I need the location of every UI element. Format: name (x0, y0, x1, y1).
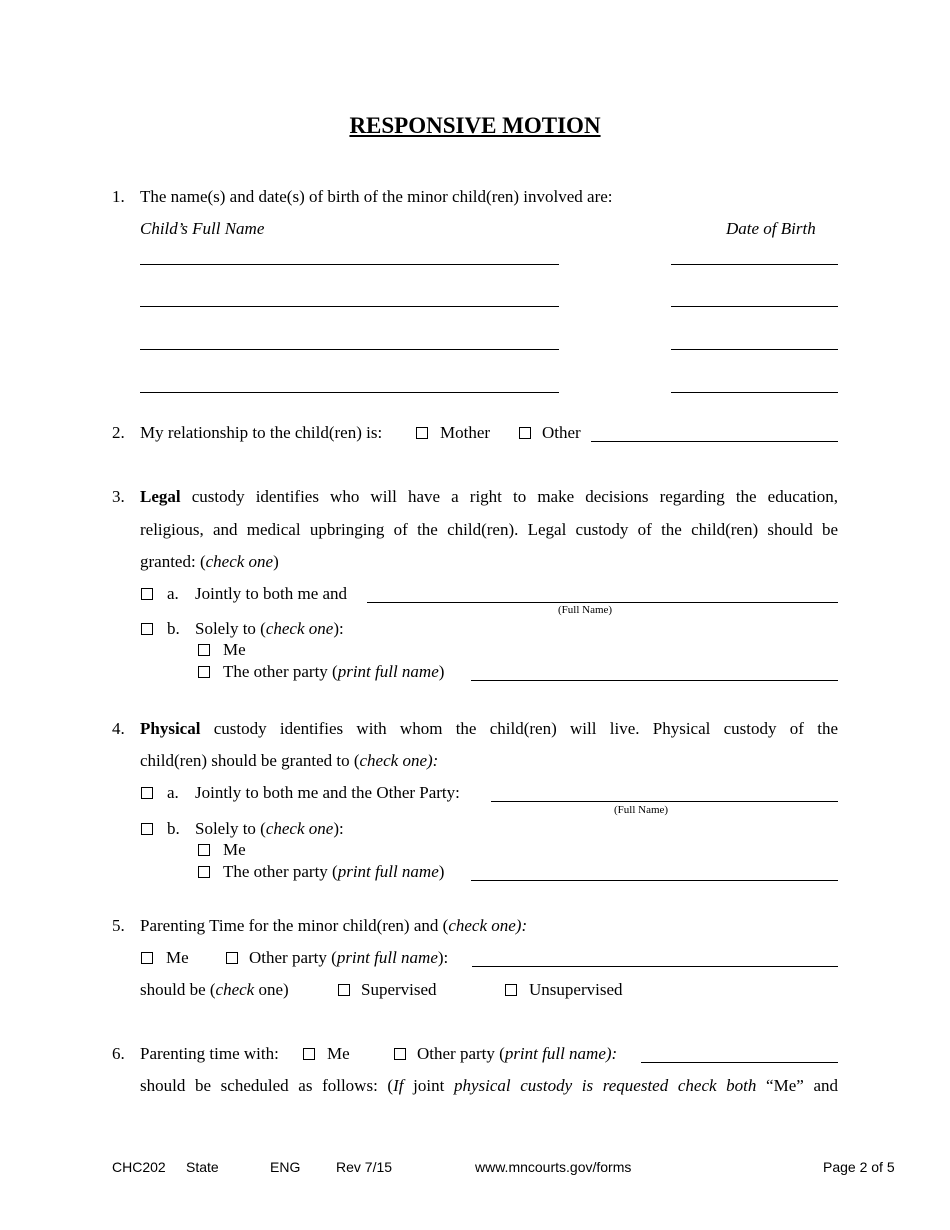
legal-option-a-text: Jointly to both me and (195, 584, 348, 603)
legal-sole-checkbox[interactable] (141, 623, 153, 635)
child-name-field-1[interactable] (140, 264, 559, 265)
supervised-label: Supervised (361, 980, 437, 999)
footer-form-code: CHC202 (112, 1159, 166, 1175)
physical-joint-name-field[interactable] (491, 801, 838, 802)
legal-full-name-caption: (Full Name) (558, 604, 613, 616)
child-name-column-header: Child’s Full Name (140, 219, 265, 238)
legal-sole-me-checkbox[interactable] (198, 644, 210, 656)
child-dob-field-2[interactable] (671, 306, 838, 307)
child-dob-field-4[interactable] (671, 392, 838, 393)
legal-option-a-letter: a. (167, 584, 179, 603)
other-relationship-label: Other (542, 423, 581, 442)
legal-option-b-letter: b. (167, 619, 180, 638)
mother-checkbox[interactable] (416, 427, 428, 439)
section-5-text: Parenting Time for the minor child(ren) and (check one): (140, 916, 528, 935)
physical-option-a-text: Jointly to both me and the Other Party: (195, 783, 460, 802)
footer-page-number: Page 2 of 5 (823, 1159, 895, 1175)
section-3-line-3: granted: (check one) (140, 552, 279, 571)
unsupervised-checkbox[interactable] (505, 984, 517, 996)
physical-sole-other-checkbox[interactable] (198, 866, 210, 878)
legal-sole-me-label: Me (223, 640, 246, 659)
section-2-text: My relationship to the child(ren) is: (140, 423, 383, 442)
child-name-field-2[interactable] (140, 306, 559, 307)
legal-option-b-text: Solely to (check one): (195, 619, 344, 638)
section-2-number: 2. (112, 423, 125, 442)
section-6-text: Parenting time with: (140, 1044, 279, 1063)
schedule-other-checkbox[interactable] (394, 1048, 406, 1060)
section-3-line-2: religious, and medical upbringing of the child(ren). Legal custody of the child(ren) should be (140, 520, 838, 539)
child-dob-field-1[interactable] (671, 264, 838, 265)
other-relationship-field[interactable] (591, 441, 838, 442)
supervised-checkbox[interactable] (338, 984, 350, 996)
physical-option-b-letter: b. (167, 819, 180, 838)
physical-sole-other-name-field[interactable] (471, 880, 838, 881)
section-3-number: 3. (112, 487, 125, 506)
physical-option-a-letter: a. (167, 783, 179, 802)
section-4-line-1: Physical custody identifies with whom the child(ren) will live. Physical custody of the (140, 719, 838, 738)
footer-revision: Rev 7/15 (336, 1159, 393, 1175)
section-3-line-1: Legal custody identifies who will have a right to make decisions regarding the education, (140, 487, 839, 506)
section-6-line-2: should be scheduled as follows: (If joint physical custody is requested check both “Me” and (140, 1076, 838, 1095)
footer-url: www.mncourts.gov/forms (475, 1159, 632, 1175)
physical-sole-me-checkbox[interactable] (198, 844, 210, 856)
footer-language: ENG (270, 1159, 301, 1175)
physical-joint-checkbox[interactable] (141, 787, 153, 799)
child-name-field-4[interactable] (140, 392, 559, 393)
section-1-number: 1. (112, 187, 125, 206)
other-relationship-checkbox[interactable] (519, 427, 531, 439)
section-4-line-2: child(ren) should be granted to (check one): (140, 751, 439, 770)
section-1-text: The name(s) and date(s) of birth of the minor child(ren) involved are: (140, 187, 613, 206)
schedule-me-checkbox[interactable] (303, 1048, 315, 1060)
schedule-me-label: Me (327, 1044, 350, 1063)
physical-sole-other-label: The other party (print full name) (223, 862, 445, 881)
section-4-number: 4. (112, 719, 125, 738)
legal-sole-other-label: The other party (print full name) (223, 662, 445, 681)
legal-sole-other-name-field[interactable] (471, 680, 838, 681)
parenting-other-label: Other party (print full name): (249, 948, 449, 967)
child-name-field-3[interactable] (140, 349, 559, 350)
physical-sole-checkbox[interactable] (141, 823, 153, 835)
section-6-number: 6. (112, 1044, 125, 1063)
parenting-me-checkbox[interactable] (141, 952, 153, 964)
legal-joint-checkbox[interactable] (141, 588, 153, 600)
parenting-me-label: Me (166, 948, 189, 967)
section-5-number: 5. (112, 916, 125, 935)
schedule-other-label: Other party (print full name): (417, 1044, 618, 1063)
legal-sole-other-checkbox[interactable] (198, 666, 210, 678)
physical-sole-me-label: Me (223, 840, 246, 859)
schedule-other-name-field[interactable] (641, 1062, 838, 1063)
unsupervised-label: Unsupervised (529, 980, 623, 999)
physical-option-b-text: Solely to (check one): (195, 819, 344, 838)
parenting-other-checkbox[interactable] (226, 952, 238, 964)
should-be-label: should be (check one) (140, 980, 289, 999)
physical-full-name-caption: (Full Name) (614, 804, 669, 816)
mother-label: Mother (440, 423, 491, 442)
child-dob-field-3[interactable] (671, 349, 838, 350)
dob-column-header: Date of Birth (726, 219, 816, 238)
parenting-other-name-field[interactable] (472, 966, 838, 967)
footer-state: State (186, 1159, 219, 1175)
page-title: RESPONSIVE MOTION (349, 113, 601, 138)
